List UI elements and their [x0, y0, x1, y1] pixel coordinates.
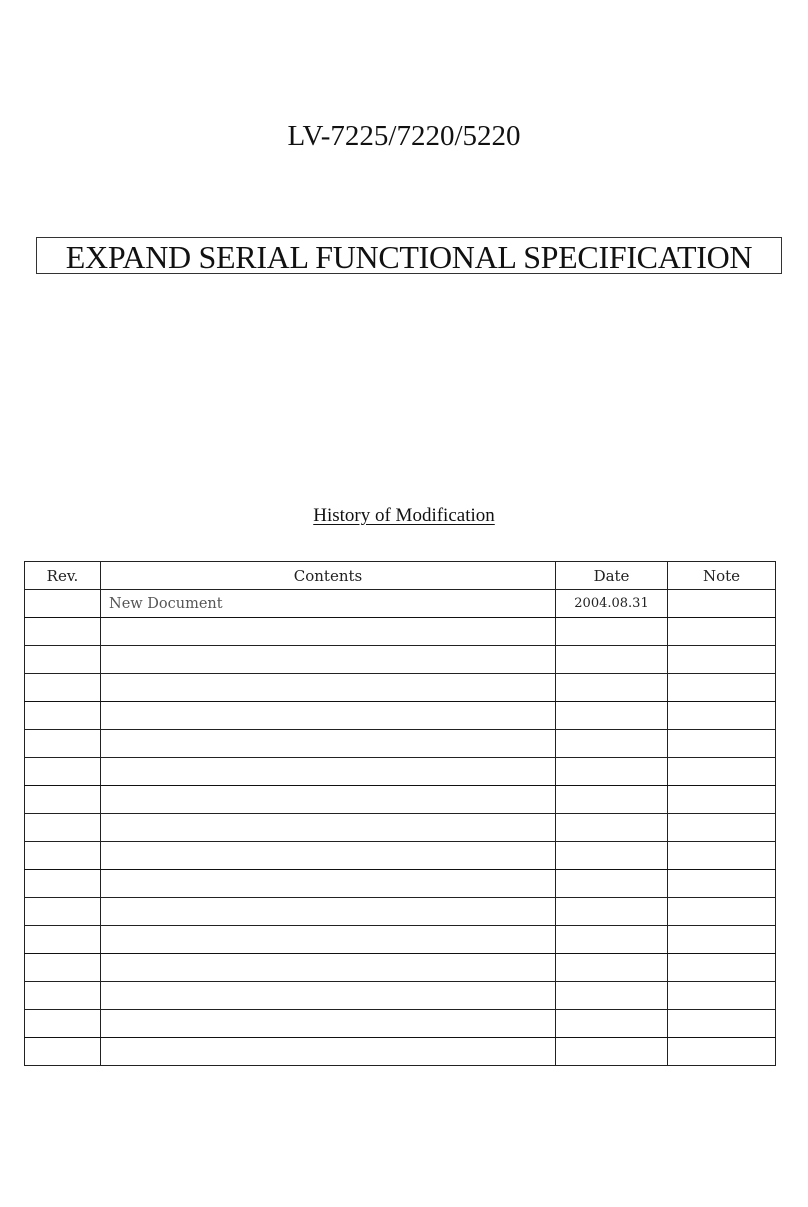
table-row: [25, 870, 776, 898]
header-rev: Rev.: [25, 562, 101, 590]
rev-cell: [25, 982, 101, 1010]
note-cell: [668, 814, 776, 842]
table-row: [25, 1010, 776, 1038]
contents-cell: [101, 842, 556, 870]
date-cell: [556, 786, 668, 814]
contents-cell: [101, 1010, 556, 1038]
history-heading: History of Modification: [313, 505, 495, 526]
contents-cell: [101, 1038, 556, 1066]
date-cell: [556, 842, 668, 870]
date-cell: 2004.08.31: [556, 590, 668, 618]
note-cell: [668, 786, 776, 814]
rev-cell: [25, 730, 101, 758]
note-cell: [668, 674, 776, 702]
contents-cell: [101, 702, 556, 730]
table-row: [25, 982, 776, 1010]
rev-cell: [25, 758, 101, 786]
header-note: Note: [668, 562, 776, 590]
rev-cell: [25, 646, 101, 674]
rev-cell: [25, 702, 101, 730]
note-cell: [668, 702, 776, 730]
table-row: [25, 590, 776, 618]
rev-cell: [25, 786, 101, 814]
rev-cell: [25, 590, 101, 618]
note-cell: [668, 590, 776, 618]
date-cell: [556, 954, 668, 982]
date-cell: [556, 646, 668, 674]
modification-history-table: [24, 561, 776, 1066]
date-cell: [556, 814, 668, 842]
rev-cell: [25, 898, 101, 926]
table-row: [25, 1038, 776, 1066]
table-row: [25, 758, 776, 786]
date-cell: [556, 1010, 668, 1038]
date-cell: [556, 758, 668, 786]
note-cell: [668, 646, 776, 674]
date-cell: [556, 898, 668, 926]
note-cell: [668, 730, 776, 758]
date-cell: [556, 702, 668, 730]
note-cell: [668, 842, 776, 870]
table-row: [25, 702, 776, 730]
note-cell: [668, 954, 776, 982]
contents-cell: [101, 814, 556, 842]
note-cell: [668, 926, 776, 954]
table-row: [25, 618, 776, 646]
contents-cell: [101, 982, 556, 1010]
table-row: [25, 926, 776, 954]
contents-cell: [101, 758, 556, 786]
rev-cell: [25, 674, 101, 702]
date-cell: [556, 926, 668, 954]
model-number: LV-7225/7220/5220: [287, 120, 521, 152]
date-cell: [556, 870, 668, 898]
contents-cell: [101, 870, 556, 898]
table-row: [25, 814, 776, 842]
table-row: [25, 898, 776, 926]
rev-cell: [25, 926, 101, 954]
table-row: [25, 786, 776, 814]
note-cell: [668, 1038, 776, 1066]
date-cell: [556, 618, 668, 646]
contents-cell: [101, 926, 556, 954]
table-row: [25, 646, 776, 674]
rev-cell: [25, 618, 101, 646]
table-body: [25, 590, 776, 1066]
note-cell: [668, 618, 776, 646]
table-row: [25, 842, 776, 870]
date-cell: [556, 1038, 668, 1066]
date-cell: [556, 982, 668, 1010]
contents-cell: [101, 730, 556, 758]
table-row: [25, 954, 776, 982]
note-cell: [668, 982, 776, 1010]
note-cell: [668, 870, 776, 898]
contents-cell: New Document: [101, 590, 556, 618]
contents-cell: [101, 954, 556, 982]
contents-cell: [101, 618, 556, 646]
note-cell: [668, 758, 776, 786]
rev-cell: [25, 842, 101, 870]
contents-cell: [101, 674, 556, 702]
rev-cell: [25, 1010, 101, 1038]
header-contents: Contents: [101, 562, 556, 590]
document-title: EXPAND SERIAL FUNCTIONAL SPECIFICATION: [36, 237, 782, 274]
note-cell: [668, 1010, 776, 1038]
rev-cell: [25, 954, 101, 982]
note-cell: [668, 898, 776, 926]
table-row: [25, 730, 776, 758]
table-row: [25, 674, 776, 702]
date-cell: [556, 674, 668, 702]
rev-cell: [25, 814, 101, 842]
contents-cell: [101, 786, 556, 814]
contents-cell: [101, 646, 556, 674]
contents-cell: [101, 898, 556, 926]
header-date: Date: [556, 562, 668, 590]
rev-cell: [25, 870, 101, 898]
date-cell: [556, 730, 668, 758]
table-header-row: [25, 562, 776, 590]
rev-cell: [25, 1038, 101, 1066]
